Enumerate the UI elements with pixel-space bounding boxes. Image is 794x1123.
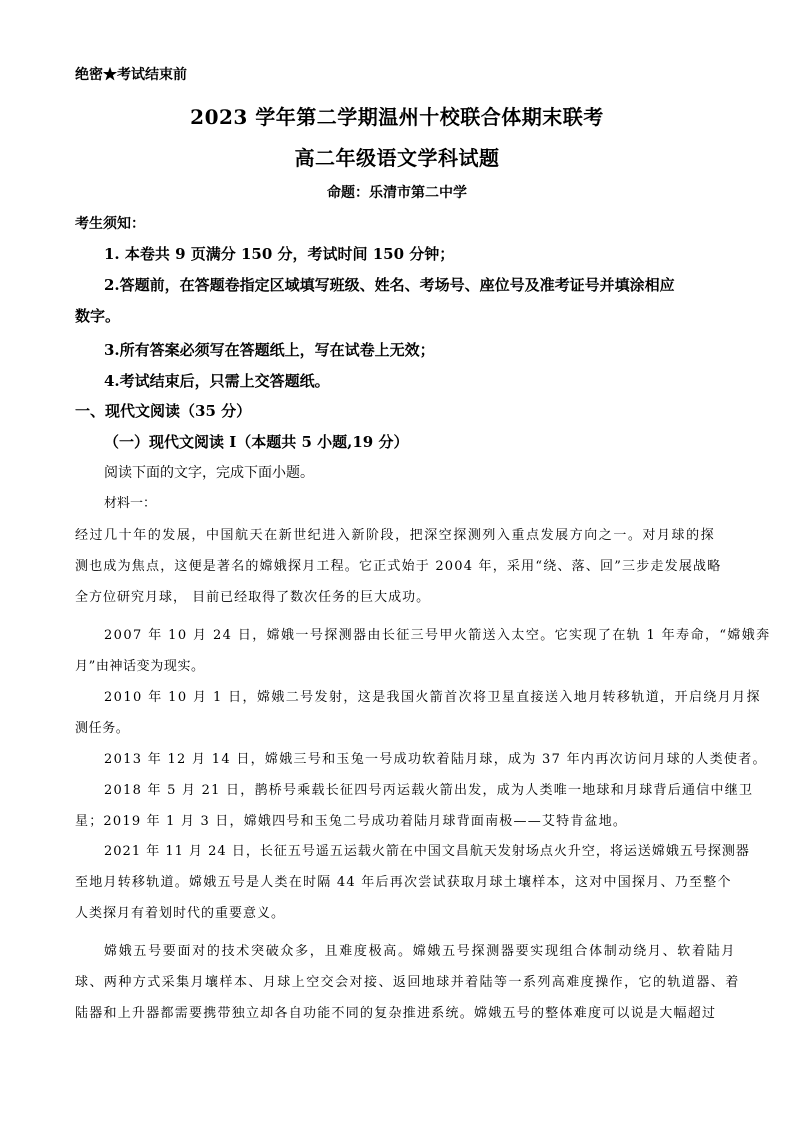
notice-item-4: 4.考试结束后，只需上交答题纸。 xyxy=(104,372,330,390)
passage-line: 人类探月有着划时代的重要意义。 xyxy=(75,906,286,921)
passage-line: 星；2019 年 1 月 3 日，嫦娥四号和玉兔二号成功着陆月球背面南极——艾特肯盆地。 xyxy=(75,814,628,829)
passage-line: 嫦娥五号要面对的技术突破众多，且难度极高。嫦娥五号探测器要实现组合体制动绕月、软着陆月 xyxy=(104,944,737,959)
passage-line: 陆器和上升器都需要携带独立却各自功能不同的复杂推进系统。嫦娥五号的整体难度可以说是大幅超过 xyxy=(75,1006,717,1021)
confidential-mark: 绝密★考试结束前 xyxy=(75,67,187,83)
passage-line: 2013 年 12 月 14 日，嫦娥三号和玉兔一号成功软着陆月球，成为 37 年内再次访问月球的人类使者。 xyxy=(104,752,767,767)
notice-heading: 考生须知： xyxy=(75,216,145,232)
material-label: 材料一： xyxy=(104,496,157,511)
passage-line: 2010 年 10 月 1 日，嫦娥二号发射，这是我国火箭首次将卫星直接送入地月转移轨道，开启绕月月探 xyxy=(104,690,761,705)
section-heading: 一、现代文阅读（35 分） xyxy=(75,402,252,420)
reading-instruction: 阅读下面的文字，完成下面小题。 xyxy=(104,465,314,481)
exam-title: 2023 学年第二学期温州十校联合体期末联考 xyxy=(190,105,604,129)
passage-line: 球、两种方式采集月壤样本、月球上空交会对接、返回地球并着陆等一系列高难度操作，它的轨道器、着 xyxy=(75,975,740,990)
exam-author: 命题：乐清市第二中学 xyxy=(327,185,467,201)
passage-line: 2018 年 5 月 21 日，鹊桥号乘载长征四号丙运载火箭出发，成为人类唯一地球和月球背后通信中继卫 xyxy=(104,783,754,798)
passage-line: 至地月转移轨道。嫦娥五号是人类在时隔 44 年后再次尝试获取月球土壤样本，这对中国探月、乃至整个 xyxy=(75,875,732,890)
subsection-heading: （一）现代文阅读 I（本题共 5 小题,19 分） xyxy=(104,433,409,451)
exam-subject-title: 高二年级语文学科试题 xyxy=(294,146,500,170)
notice-item-1: 1. 本卷共 9 页满分 150 分，考试时间 150 分钟； xyxy=(104,245,455,263)
passage-line: 测也成为焦点，这便是著名的嫦娥探月工程。它正式始于 2004 年，采用“绕、落、回”三步走发展战略 xyxy=(75,559,722,574)
passage-line: 2007 年 10 月 24 日，嫦娥一号探测器由长征三号甲火箭送入太空。它实现了在轨 1 年寿命，“嫦娥奔 xyxy=(104,628,771,643)
passage-line: 2021 年 11 月 24 日，长征五号遥五运载火箭在中国文昌航天发射场点火升空，将运送嫦娥五号探测器 xyxy=(104,844,750,859)
passage-line: 测任务。 xyxy=(75,721,130,736)
notice-item-2: 2.答题前，在答题卷指定区域填写班级、姓名、考场号、座位号及准考证号并填涂相应 xyxy=(104,276,675,294)
passage-line: 月”由神话变为现实。 xyxy=(75,659,205,674)
passage-line: 全方位研究月球， 目前已经取得了数次任务的巨大成功。 xyxy=(75,590,431,605)
notice-item-2-continued: 数字。 xyxy=(75,307,121,325)
passage-line: 经过几十年的发展，中国航天在新世纪进入新阶段，把深空探测列入重点发展方向之一。对月球的探 xyxy=(75,528,716,543)
notice-item-3: 3.所有答案必须写在答题纸上，写在试卷上无效； xyxy=(104,341,435,359)
